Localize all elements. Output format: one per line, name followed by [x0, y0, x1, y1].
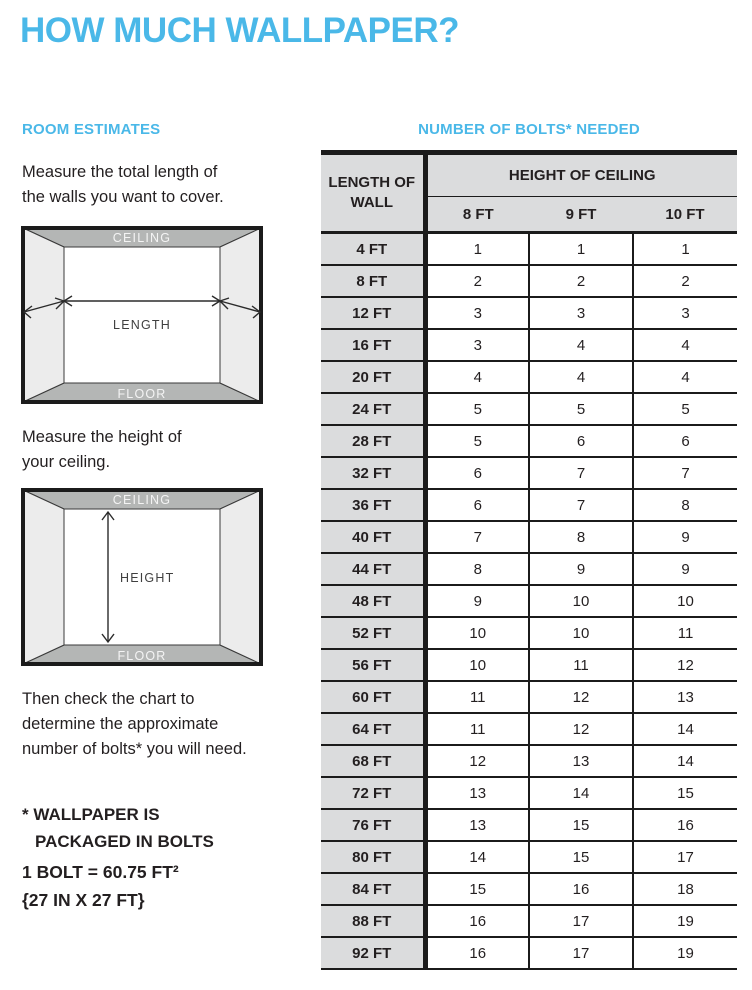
bolt-count-cell: 9 [425, 585, 529, 617]
instruction-measure-height: Measure the height of your ceiling. [22, 428, 182, 471]
room-length-diagram [21, 226, 263, 404]
bolts-table-row [321, 585, 737, 617]
bolt-count-cell: 4 [633, 361, 737, 393]
bolt-count-cell: 10 [425, 617, 529, 649]
bolts-table [321, 150, 737, 970]
bolts-table-row [321, 233, 737, 266]
bolts-table-row [321, 905, 737, 937]
bolt-count-cell: 1 [425, 233, 529, 266]
bolt-count-cell: 15 [529, 809, 633, 841]
bolt-count-cell: 19 [633, 937, 737, 969]
height-dimension-label: HEIGHT [120, 571, 175, 585]
ceiling-label: CEILING [112, 231, 172, 245]
bolt-count-cell: 7 [529, 489, 633, 521]
bolt-count-cell: 17 [529, 937, 633, 969]
bolts-table-container [321, 150, 737, 970]
wall-length-cell: 60 FT [321, 681, 425, 713]
bolts-table-row [321, 745, 737, 777]
bolt-count-cell: 2 [633, 265, 737, 297]
bolt-count-cell: 10 [529, 617, 633, 649]
bolt-count-cell: 2 [529, 265, 633, 297]
ceiling-8ft-header: 8 FT [425, 197, 529, 233]
bolts-table-row [321, 393, 737, 425]
wall-length-cell: 52 FT [321, 617, 425, 649]
bolt-count-cell: 8 [425, 553, 529, 585]
wall-length-cell: 64 FT [321, 713, 425, 745]
bolt-count-cell: 16 [529, 873, 633, 905]
page-title: HOW MUCH WALLPAPER? [20, 11, 459, 50]
length-of-wall-header: LENGTH OF WALL [321, 153, 425, 233]
bolt-count-cell: 15 [633, 777, 737, 809]
bolt-count-cell: 4 [425, 361, 529, 393]
bolt-count-cell: 11 [633, 617, 737, 649]
bolt-count-cell: 7 [633, 457, 737, 489]
bolt-count-cell: 12 [529, 713, 633, 745]
bolt-count-cell: 12 [529, 681, 633, 713]
bolt-count-cell: 4 [529, 329, 633, 361]
bolt-count-cell: 4 [529, 361, 633, 393]
wall-length-cell: 92 FT [321, 937, 425, 969]
length-dimension-label: LENGTH [113, 318, 171, 332]
bolt-count-cell: 11 [529, 649, 633, 681]
wall-length-cell: 40 FT [321, 521, 425, 553]
bolt-dimensions: {27 IN X 27 FT} [22, 890, 145, 910]
bolt-count-cell: 16 [425, 905, 529, 937]
bolt-count-cell: 7 [425, 521, 529, 553]
bolt-equation: 1 BOLT = 60.75 FT² [22, 862, 179, 882]
bolt-count-cell: 2 [425, 265, 529, 297]
bolt-count-cell: 13 [425, 809, 529, 841]
bolts-table-row [321, 329, 737, 361]
bolt-count-cell: 19 [633, 905, 737, 937]
table-header-row [321, 153, 737, 197]
wall-length-cell: 56 FT [321, 649, 425, 681]
floor-label: FLOOR [117, 387, 167, 401]
bolt-count-cell: 5 [425, 425, 529, 457]
wall-length-cell: 80 FT [321, 841, 425, 873]
ceiling-10ft-header: 10 FT [633, 197, 737, 233]
wall-length-cell: 88 FT [321, 905, 425, 937]
bolt-count-cell: 13 [529, 745, 633, 777]
bolt-count-cell: 1 [529, 233, 633, 266]
wall-length-cell: 12 FT [321, 297, 425, 329]
bolts-table-row [321, 553, 737, 585]
bolt-count-cell: 5 [425, 393, 529, 425]
bolt-count-cell: 5 [633, 393, 737, 425]
wall-length-cell: 8 FT [321, 265, 425, 297]
wall-length-cell: 28 FT [321, 425, 425, 457]
bolt-count-cell: 9 [633, 521, 737, 553]
bolt-count-cell: 13 [633, 681, 737, 713]
bolts-table-body [321, 233, 737, 970]
bolt-count-cell: 3 [529, 297, 633, 329]
bolts-table-row [321, 617, 737, 649]
wall-length-cell: 36 FT [321, 489, 425, 521]
wall-length-cell: 32 FT [321, 457, 425, 489]
bolt-count-cell: 12 [633, 649, 737, 681]
bolts-table-row [321, 649, 737, 681]
room-height-diagram [21, 488, 263, 666]
height-of-ceiling-header: HEIGHT OF CEILING [425, 153, 737, 197]
bolts-table-row [321, 425, 737, 457]
bolt-count-cell: 15 [425, 873, 529, 905]
wall-length-cell: 76 FT [321, 809, 425, 841]
bolt-count-cell: 9 [633, 553, 737, 585]
bolt-count-cell: 11 [425, 681, 529, 713]
bolt-count-cell: 14 [425, 841, 529, 873]
bolt-count-cell: 6 [529, 425, 633, 457]
wall-length-cell: 20 FT [321, 361, 425, 393]
bolt-count-cell: 6 [633, 425, 737, 457]
wall-length-cell: 44 FT [321, 553, 425, 585]
room-walls [23, 228, 261, 402]
bolt-count-cell: 11 [425, 713, 529, 745]
room-estimates-heading: ROOM ESTIMATES [22, 121, 161, 138]
wall-length-cell: 4 FT [321, 233, 425, 266]
bolt-count-cell: 3 [425, 329, 529, 361]
bolt-size-info [22, 858, 179, 914]
wall-length-cell: 16 FT [321, 329, 425, 361]
bolts-table-row [321, 777, 737, 809]
bolt-count-cell: 10 [529, 585, 633, 617]
wallpaper-footnote [22, 801, 214, 855]
bolts-table-row [321, 681, 737, 713]
floor-label: FLOOR [117, 649, 167, 663]
wall-length-cell: 84 FT [321, 873, 425, 905]
bolt-count-cell: 5 [529, 393, 633, 425]
bolt-count-cell: 3 [633, 297, 737, 329]
instruction-measure-length: Measure the total length of the walls you want to cover. [22, 163, 224, 206]
footnote-line2: PACKAGED IN BOLTS [35, 832, 214, 851]
bolt-count-cell: 18 [633, 873, 737, 905]
bolts-table-row [321, 265, 737, 297]
wall-length-cell: 68 FT [321, 745, 425, 777]
footnote-line1: * WALLPAPER IS [22, 805, 160, 824]
bolt-count-cell: 3 [425, 297, 529, 329]
bolt-count-cell: 14 [633, 745, 737, 777]
bolt-count-cell: 15 [529, 841, 633, 873]
bolt-count-cell: 14 [529, 777, 633, 809]
bolts-table-row [321, 489, 737, 521]
bolt-count-cell: 8 [529, 521, 633, 553]
bolt-count-cell: 10 [425, 649, 529, 681]
bolt-count-cell: 1 [633, 233, 737, 266]
bolt-count-cell: 14 [633, 713, 737, 745]
bolts-table-row [321, 521, 737, 553]
bolt-count-cell: 17 [529, 905, 633, 937]
bolt-count-cell: 16 [633, 809, 737, 841]
bolts-table-row [321, 713, 737, 745]
bolts-table-row [321, 297, 737, 329]
instruction-check-chart: Then check the chart to determine the approximate number of bolts* you will need. [22, 690, 247, 758]
wall-length-cell: 48 FT [321, 585, 425, 617]
ceiling-label: CEILING [112, 493, 172, 507]
ceiling-9ft-header: 9 FT [529, 197, 633, 233]
bolt-count-cell: 6 [425, 489, 529, 521]
bolt-count-cell: 17 [633, 841, 737, 873]
wall-length-cell: 72 FT [321, 777, 425, 809]
bolts-table-row [321, 361, 737, 393]
bolt-count-cell: 6 [425, 457, 529, 489]
bolt-count-cell: 10 [633, 585, 737, 617]
wall-length-cell: 24 FT [321, 393, 425, 425]
bolts-table-row [321, 841, 737, 873]
bolts-table-row [321, 873, 737, 905]
bolt-count-cell: 16 [425, 937, 529, 969]
bolt-count-cell: 8 [633, 489, 737, 521]
bolt-count-cell: 4 [633, 329, 737, 361]
bolt-count-cell: 13 [425, 777, 529, 809]
bolts-table-row [321, 937, 737, 969]
bolts-needed-heading: NUMBER OF BOLTS* NEEDED [418, 121, 640, 138]
bolts-table-row [321, 457, 737, 489]
bolt-count-cell: 9 [529, 553, 633, 585]
bolts-table-row [321, 809, 737, 841]
bolt-count-cell: 12 [425, 745, 529, 777]
bolt-count-cell: 7 [529, 457, 633, 489]
